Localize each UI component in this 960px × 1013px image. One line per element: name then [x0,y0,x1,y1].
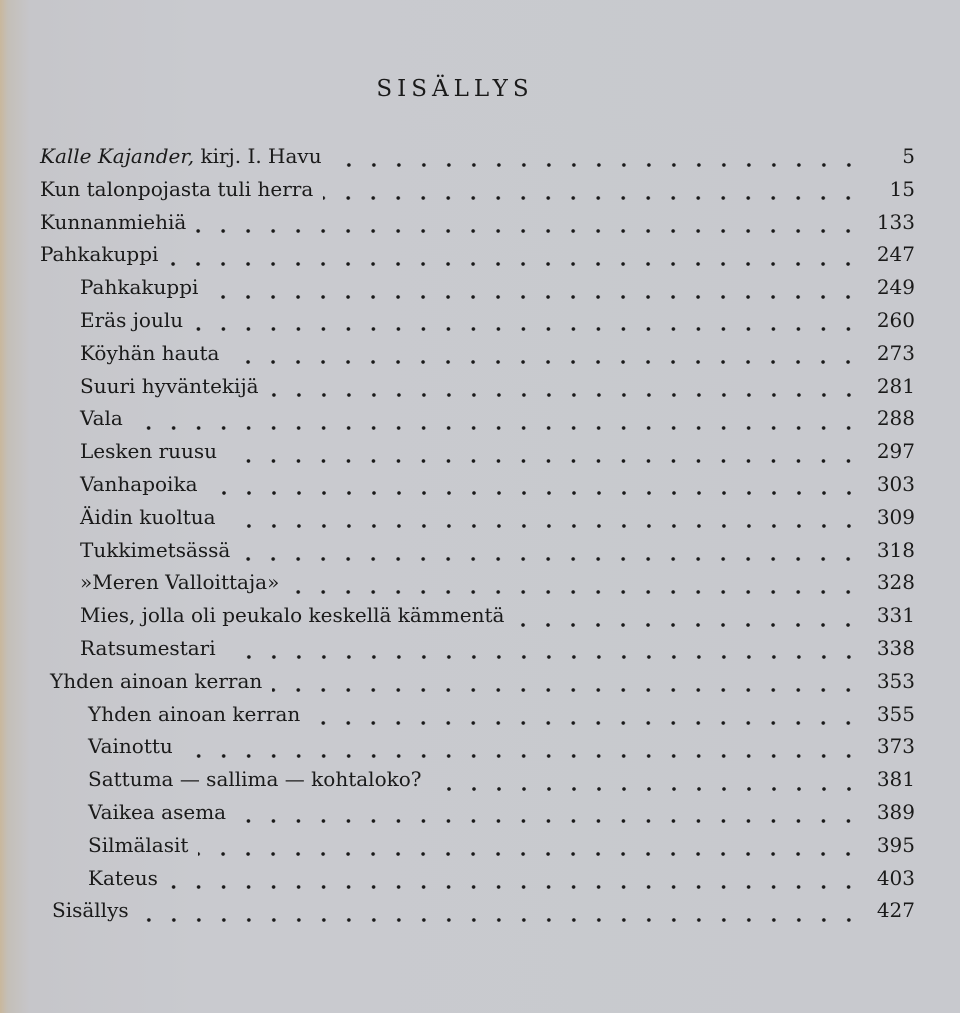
toc-entry-page-number: 303 [876,471,915,496]
toc-entry [0,800,960,833]
toc-entry-page-number: 309 [876,504,915,529]
toc-entry [0,702,960,735]
toc-entry-title [80,275,198,299]
toc-entry-page-number: 260 [876,307,915,332]
dot-leader [229,360,861,364]
toc-entry-label: Äidin kuoltua [80,504,216,529]
dot-leader [168,262,861,266]
toc-entry [0,275,960,308]
dot-leader [226,524,861,528]
toc-entry-label: Sattuma — sallima — kohtaloko? [88,767,422,792]
toc-entry-label: Eräs joulu [80,307,184,332]
toc-entry-page-number: 273 [876,340,915,365]
toc-entry-label: kirj. I. Havu [200,144,322,168]
toc-entry-page-number: 353 [876,668,915,693]
toc-entry-title [40,210,186,234]
toc-entry-label: Vainottu [88,734,173,759]
dot-leader [226,655,861,659]
toc-entry-page-number: 427 [876,898,915,923]
toc-entry [0,439,960,472]
toc-entry-title [80,505,216,529]
toc-entry-title [88,833,188,857]
toc-entry [0,177,960,210]
dot-leader [432,787,862,791]
dot-leader [196,229,861,233]
toc-entry-label: Sisällys [52,898,129,923]
dot-leader [236,819,861,823]
toc-entry [0,538,960,571]
toc-entry-title [88,734,173,758]
toc-entry-title [80,603,504,627]
toc-entry-label: Mies, jolla oli peukalo keskellä kämmentä [80,603,505,628]
dot-leader [168,885,861,889]
toc-entry-page-number: 247 [876,242,915,267]
toc-entry-label: Tukkimetsässä [80,537,231,562]
toc-entry-page-number: 133 [876,209,915,234]
dot-leader [208,295,861,299]
toc-entry-page-number: 373 [876,734,915,759]
toc-entry-label: Silmälasit [88,832,189,857]
toc-entry [0,833,960,866]
toc-entry [0,472,960,505]
dot-leader [323,196,861,200]
page-title: SISÄLLYS [376,76,534,102]
dot-leader [514,623,861,627]
toc-entry-title [88,866,158,890]
toc-entry [0,767,960,800]
toc-entry-label: Köyhän hauta [80,340,220,365]
dot-leader [332,163,861,167]
dot-leader [208,491,862,495]
toc-entry-author: Kalle Kajander, [40,144,195,168]
toc-entry [0,210,960,243]
table-of-contents [0,144,960,931]
toc-entry [0,341,960,374]
toc-entry-title [80,439,217,463]
toc-entry-title [80,636,216,660]
toc-entry-label: Kunnanmiehiä [40,209,187,234]
toc-entry [0,374,960,407]
toc-entry-page-number: 5 [902,144,915,168]
toc-entry-title [80,308,183,332]
dot-leader [269,393,861,397]
toc-entry-label: Pahkakuppi [40,242,159,267]
toc-entry-title [80,538,230,562]
toc-entry-title [80,570,279,594]
toc-entry-page-number: 249 [876,275,915,300]
dot-leader [310,721,861,725]
toc-entry-page-number: 328 [876,570,915,595]
toc-entry [0,866,960,899]
toc-entry-title [40,242,158,266]
toc-entry-title [88,800,226,824]
toc-entry-label: Lesken ruusu [80,439,218,464]
toc-entry-title [88,767,422,791]
toc-entry [0,669,960,702]
toc-entry-label: Vala [80,406,123,431]
toc-entry [0,505,960,538]
toc-entry-label: Kun talonpojasta tuli herra [40,176,314,201]
toc-entry-page-number: 395 [876,832,915,857]
toc-entry-title [50,669,262,693]
toc-entry [0,570,960,603]
toc-entry-title [52,898,129,922]
toc-entry [0,308,960,341]
toc-entry-title [88,702,300,726]
toc-entry-page-number: 403 [876,865,915,890]
dot-leader [193,327,861,331]
toc-entry-page-number: 297 [876,439,915,464]
toc-entry-label: Yhden ainoan kerran [50,668,263,693]
toc-entry [0,406,960,439]
dot-leader [139,918,861,922]
toc-entry-page-number: 331 [876,603,915,628]
dot-leader [198,852,861,856]
toc-entry-page-number: 381 [876,767,915,792]
toc-entry-page-number: 15 [889,176,915,201]
toc-entry-title [80,341,219,365]
toc-entry-label: Vaikea asema [88,799,227,824]
dot-leader [183,754,861,758]
toc-entry-title [40,177,313,201]
toc-entry-label: Ratsumestari [80,635,216,660]
dot-leader [227,459,861,463]
toc-entry [0,242,960,275]
toc-entry-title [80,472,198,496]
toc-entry-label: Yhden ainoan kerran [88,701,301,726]
toc-entry-title [80,374,259,398]
toc-entry-page-number: 318 [876,537,915,562]
dot-leader [289,590,861,594]
toc-entry-title [80,406,123,430]
toc-entry-page-number: 389 [876,799,915,824]
toc-entry-label: Vanhapoika [80,471,198,496]
toc-entry [0,144,960,177]
dot-leader [133,426,861,430]
toc-entry [0,734,960,767]
toc-entry [0,603,960,636]
dot-leader [272,688,861,692]
toc-entry-label: Pahkakuppi [80,275,199,300]
toc-entry-label: Suuri hyväntekijä [80,373,259,398]
toc-entry [0,898,960,931]
toc-entry-page-number: 355 [876,701,915,726]
toc-entry-title [40,144,322,168]
toc-entry [0,636,960,669]
toc-entry-label: »Meren Valloittaja» [80,570,280,595]
toc-entry-page-number: 288 [876,406,915,431]
dot-leader [240,557,861,561]
toc-entry-page-number: 281 [876,373,915,398]
toc-entry-page-number: 338 [876,635,915,660]
toc-entry-label: Kateus [88,865,158,890]
